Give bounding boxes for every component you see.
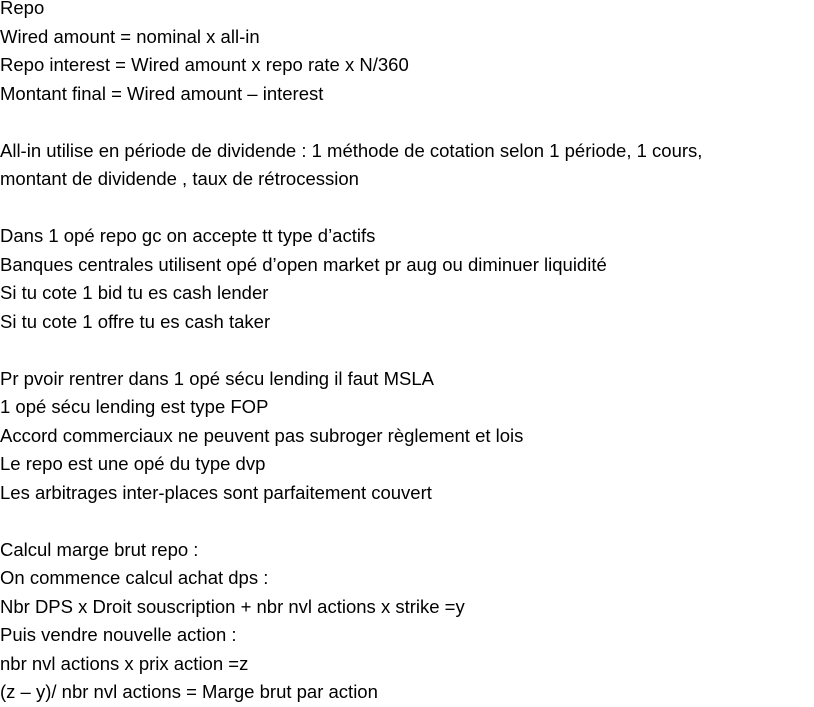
text-line: Wired amount = nominal x all-in [0,25,260,47]
paragraph-repo-gc [0,222,814,336]
text-line: Dans 1 opé repo gc on accepte tt type d’actifs [0,225,376,246]
blank-line [0,108,814,137]
text-line: (z – y)/ nbr nvl actions = Marge brut par action [0,681,378,702]
paragraph-secu-lending [0,365,814,508]
text-line: nbr nvl actions x prix action =z [0,652,249,674]
text-line: Repo interest = Wired amount x repo rate x N/360 [0,54,409,75]
text-line: montant de dividende , taux de rétrocession [0,168,359,189]
text-line: Puis vendre nouvelle action : [0,624,237,645]
text-line: Banques centrales utilisent opé d’open market pr aug ou diminuer liquidité [0,253,607,275]
text-line: Montant final = Wired amount – interest [0,82,324,104]
text-line: On commence calcul achat dps : [0,567,269,588]
text-line: Repo [0,0,45,18]
text-line: Les arbitrages inter-places sont parfaitement couvert [0,481,432,503]
text-line: Accord commerciaux ne peuvent pas subroger règlement et lois [0,424,524,446]
blank-line [0,507,814,536]
blank-line [0,194,814,223]
paragraph-marge-brut [0,536,814,707]
text-line: 1 opé sécu lending est type FOP [0,396,269,417]
paragraph-repo [0,0,814,108]
paragraph-all-in [0,137,814,194]
blank-line [0,336,814,365]
text-line: Si tu cote 1 bid tu es cash lender [0,282,269,303]
text-line: Pr pvoir rentrer dans 1 opé sécu lending il faut MSLA [0,367,434,389]
text-line: Si tu cote 1 offre tu es cash taker [0,310,271,332]
text-line: Nbr DPS x Droit souscription + nbr nvl actions x strike =y [0,595,465,617]
text-line: All-in utilise en période de dividende : 1 méthode de cotation selon 1 période, 1 cours, [0,139,703,161]
text-line: Calcul marge brut repo : [0,538,199,560]
text-line: Le repo est une opé du type dvp [0,453,266,474]
